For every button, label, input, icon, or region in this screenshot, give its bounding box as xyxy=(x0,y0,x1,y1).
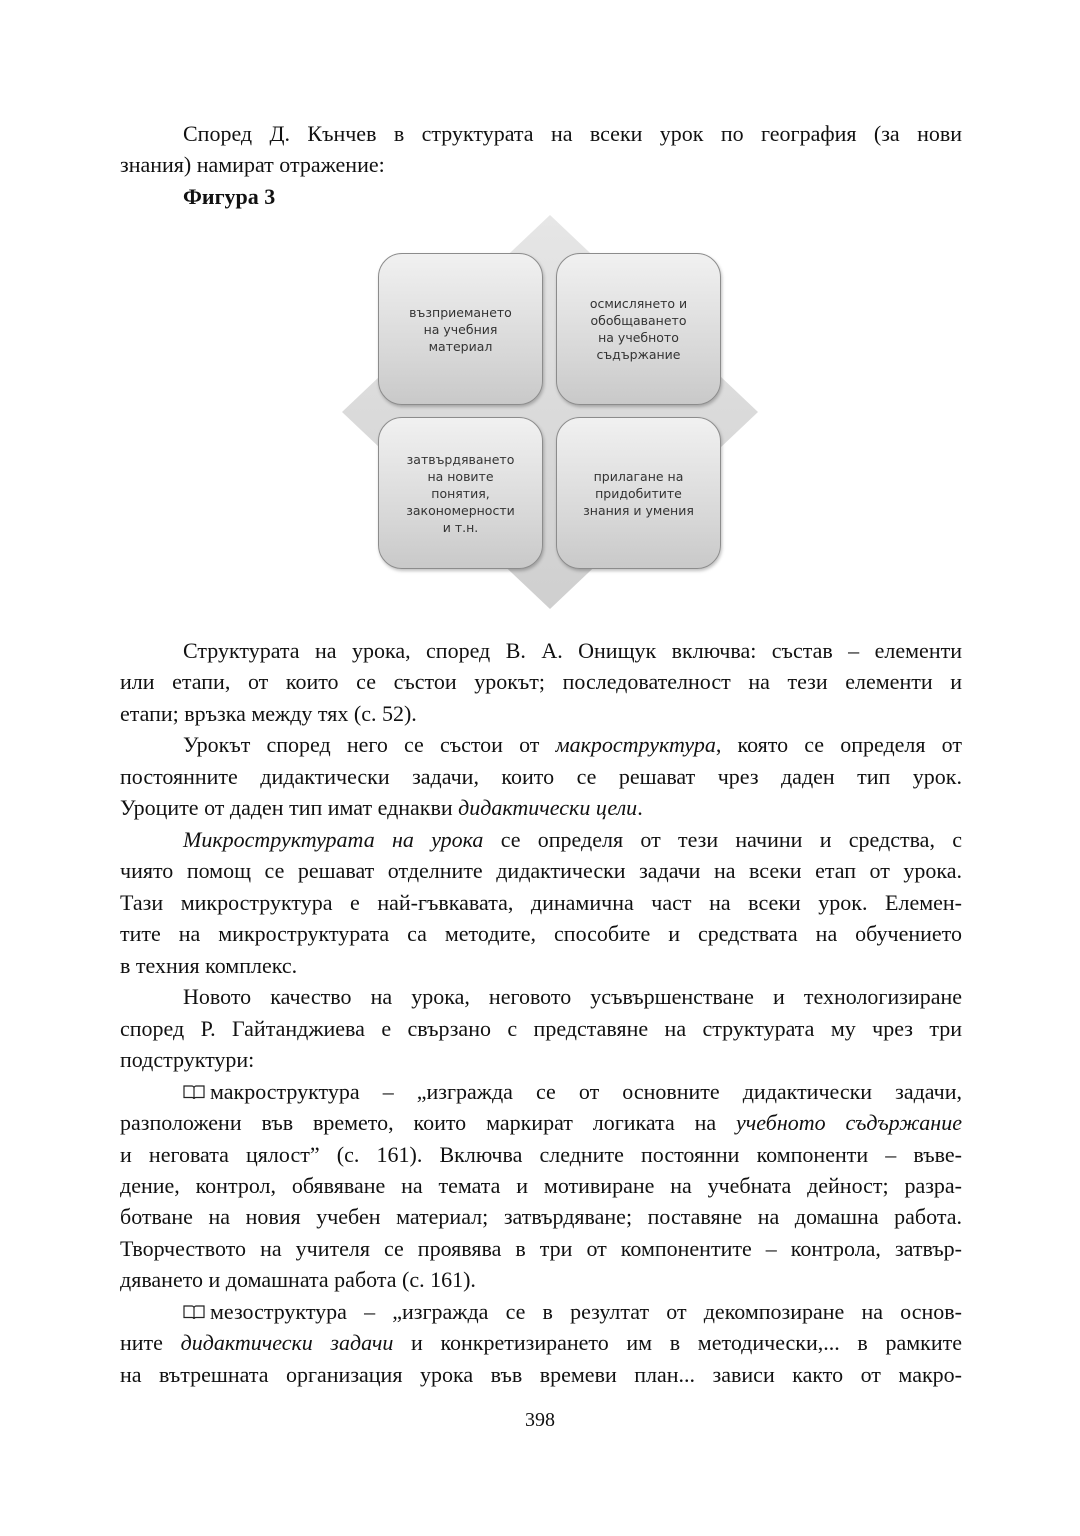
text: тите на микроструктурата са методите, способите и средствата на обучението xyxy=(120,921,962,947)
diagram-box-comprehension: осмислянето и обобщаването на учебното съдържание xyxy=(556,253,721,405)
text-line xyxy=(120,729,962,760)
book-icon xyxy=(183,1304,205,1320)
diagram-box-application: прилагане на придобитите знания и умения xyxy=(556,417,721,569)
text-line xyxy=(120,761,962,792)
text: Структурата на урока, според В. А. Онищук включва: състав – елементи xyxy=(183,638,962,663)
text-line xyxy=(120,149,962,180)
text: и конкретизирането им в методически,... в рамките xyxy=(393,1330,962,1356)
text-line xyxy=(120,855,962,886)
text-line xyxy=(120,1044,962,1075)
text-line xyxy=(120,1013,962,1044)
text: ботване на новия учебен материал; затвърдяване; поставяне на домашна работа. xyxy=(120,1204,962,1230)
italic-term: учебното съдържание xyxy=(736,1110,962,1136)
text-line xyxy=(120,981,962,1012)
text: Творчеството на учителя се проявява в три от компонентите – контрола, затвър- xyxy=(120,1235,962,1261)
text: мезоструктура – „изгражда се в резултат от декомпозиране на основ- xyxy=(210,1298,962,1324)
text: или етапи, от които се състои урокът; последователност на тези елементи и xyxy=(120,669,962,695)
body-text xyxy=(120,635,962,1390)
text: се определя от тези начини и средства, с xyxy=(483,826,962,852)
italic-term: макроструктура xyxy=(555,732,716,758)
text: според Р. Гайтанджиева е свързано с представяне на структурата му чрез три xyxy=(120,1015,962,1041)
italic-term: Микроструктурата на урока xyxy=(183,826,484,852)
text-line xyxy=(120,1170,962,1201)
text-line xyxy=(120,1264,962,1295)
text-line xyxy=(120,1359,962,1390)
text: разположени във времето, които маркират логиката на xyxy=(120,1110,737,1136)
text: Според Д. Кънчев в структурата на всеки урок по география (за нови xyxy=(183,121,962,146)
diagram-box-perception: възприемането на учебния материал xyxy=(378,253,543,405)
text: дение, контрол, обявяване на темата и мотивиране на учебната дейност; разра- xyxy=(120,1172,962,1198)
text: знания) намират отражение: xyxy=(120,152,385,178)
intro-text xyxy=(120,118,962,212)
text-line xyxy=(120,1076,962,1107)
page-number: 398 xyxy=(525,1409,555,1431)
text: ните xyxy=(120,1330,181,1356)
text-line xyxy=(120,1139,962,1170)
text-line xyxy=(120,950,962,981)
text-line xyxy=(120,918,962,949)
italic-term: дидактически задачи xyxy=(180,1330,394,1356)
text-line xyxy=(120,1107,962,1138)
text-line xyxy=(120,824,962,855)
text: постоянните дидактически задачи, които се решават чрез даден тип урок. xyxy=(120,763,962,789)
text: етапи; връзка между тях (с. 52). xyxy=(120,700,417,726)
diagram-box-consolidation: затвърдяването на новите понятия, закономерности и т.н. xyxy=(378,417,543,569)
figure-diagram xyxy=(340,213,760,611)
text-line xyxy=(120,1201,962,1232)
text-line xyxy=(120,1233,962,1264)
text: на вътрешната организация урока във времеви план... зависи както от макро- xyxy=(120,1361,962,1387)
text-line xyxy=(120,698,962,729)
text-line xyxy=(120,887,962,918)
text: Тази микроструктура е най-гъвкавата, динамична част на всеки урок. Елемен- xyxy=(120,889,962,915)
text: . xyxy=(637,795,643,821)
text-line xyxy=(120,666,962,697)
text: подструктури: xyxy=(120,1047,255,1073)
text-line xyxy=(120,635,962,666)
text: и неговата цялост” (с. 161). Включва следните постоянни компоненти – въве- xyxy=(120,1141,962,1167)
figure-label-text: Фигура 3 xyxy=(183,183,276,209)
text: Новото качество на урока, неговото усъвършенстване и технологизиране xyxy=(183,984,962,1010)
text: дяването и домашната работа (с. 161). xyxy=(120,1267,476,1293)
text-line xyxy=(120,1327,962,1358)
text: чиято помощ се решават отделните дидактически задачи на всеки етап от урока. xyxy=(120,858,962,884)
text: Урокът според него се състои от xyxy=(183,732,556,758)
text-line xyxy=(120,1296,962,1327)
text-line xyxy=(120,792,962,823)
text-line xyxy=(120,118,962,149)
text: макроструктура – „изгражда се от основните дидактически задачи, xyxy=(210,1078,962,1104)
text: Уроците от даден тип имат еднакви xyxy=(120,795,459,821)
text: в техния комплекс. xyxy=(120,952,298,978)
figure-label xyxy=(120,181,962,212)
italic-term: дидактически цели xyxy=(458,795,638,821)
text: , която се определя от xyxy=(715,732,962,758)
book-icon xyxy=(183,1084,205,1100)
